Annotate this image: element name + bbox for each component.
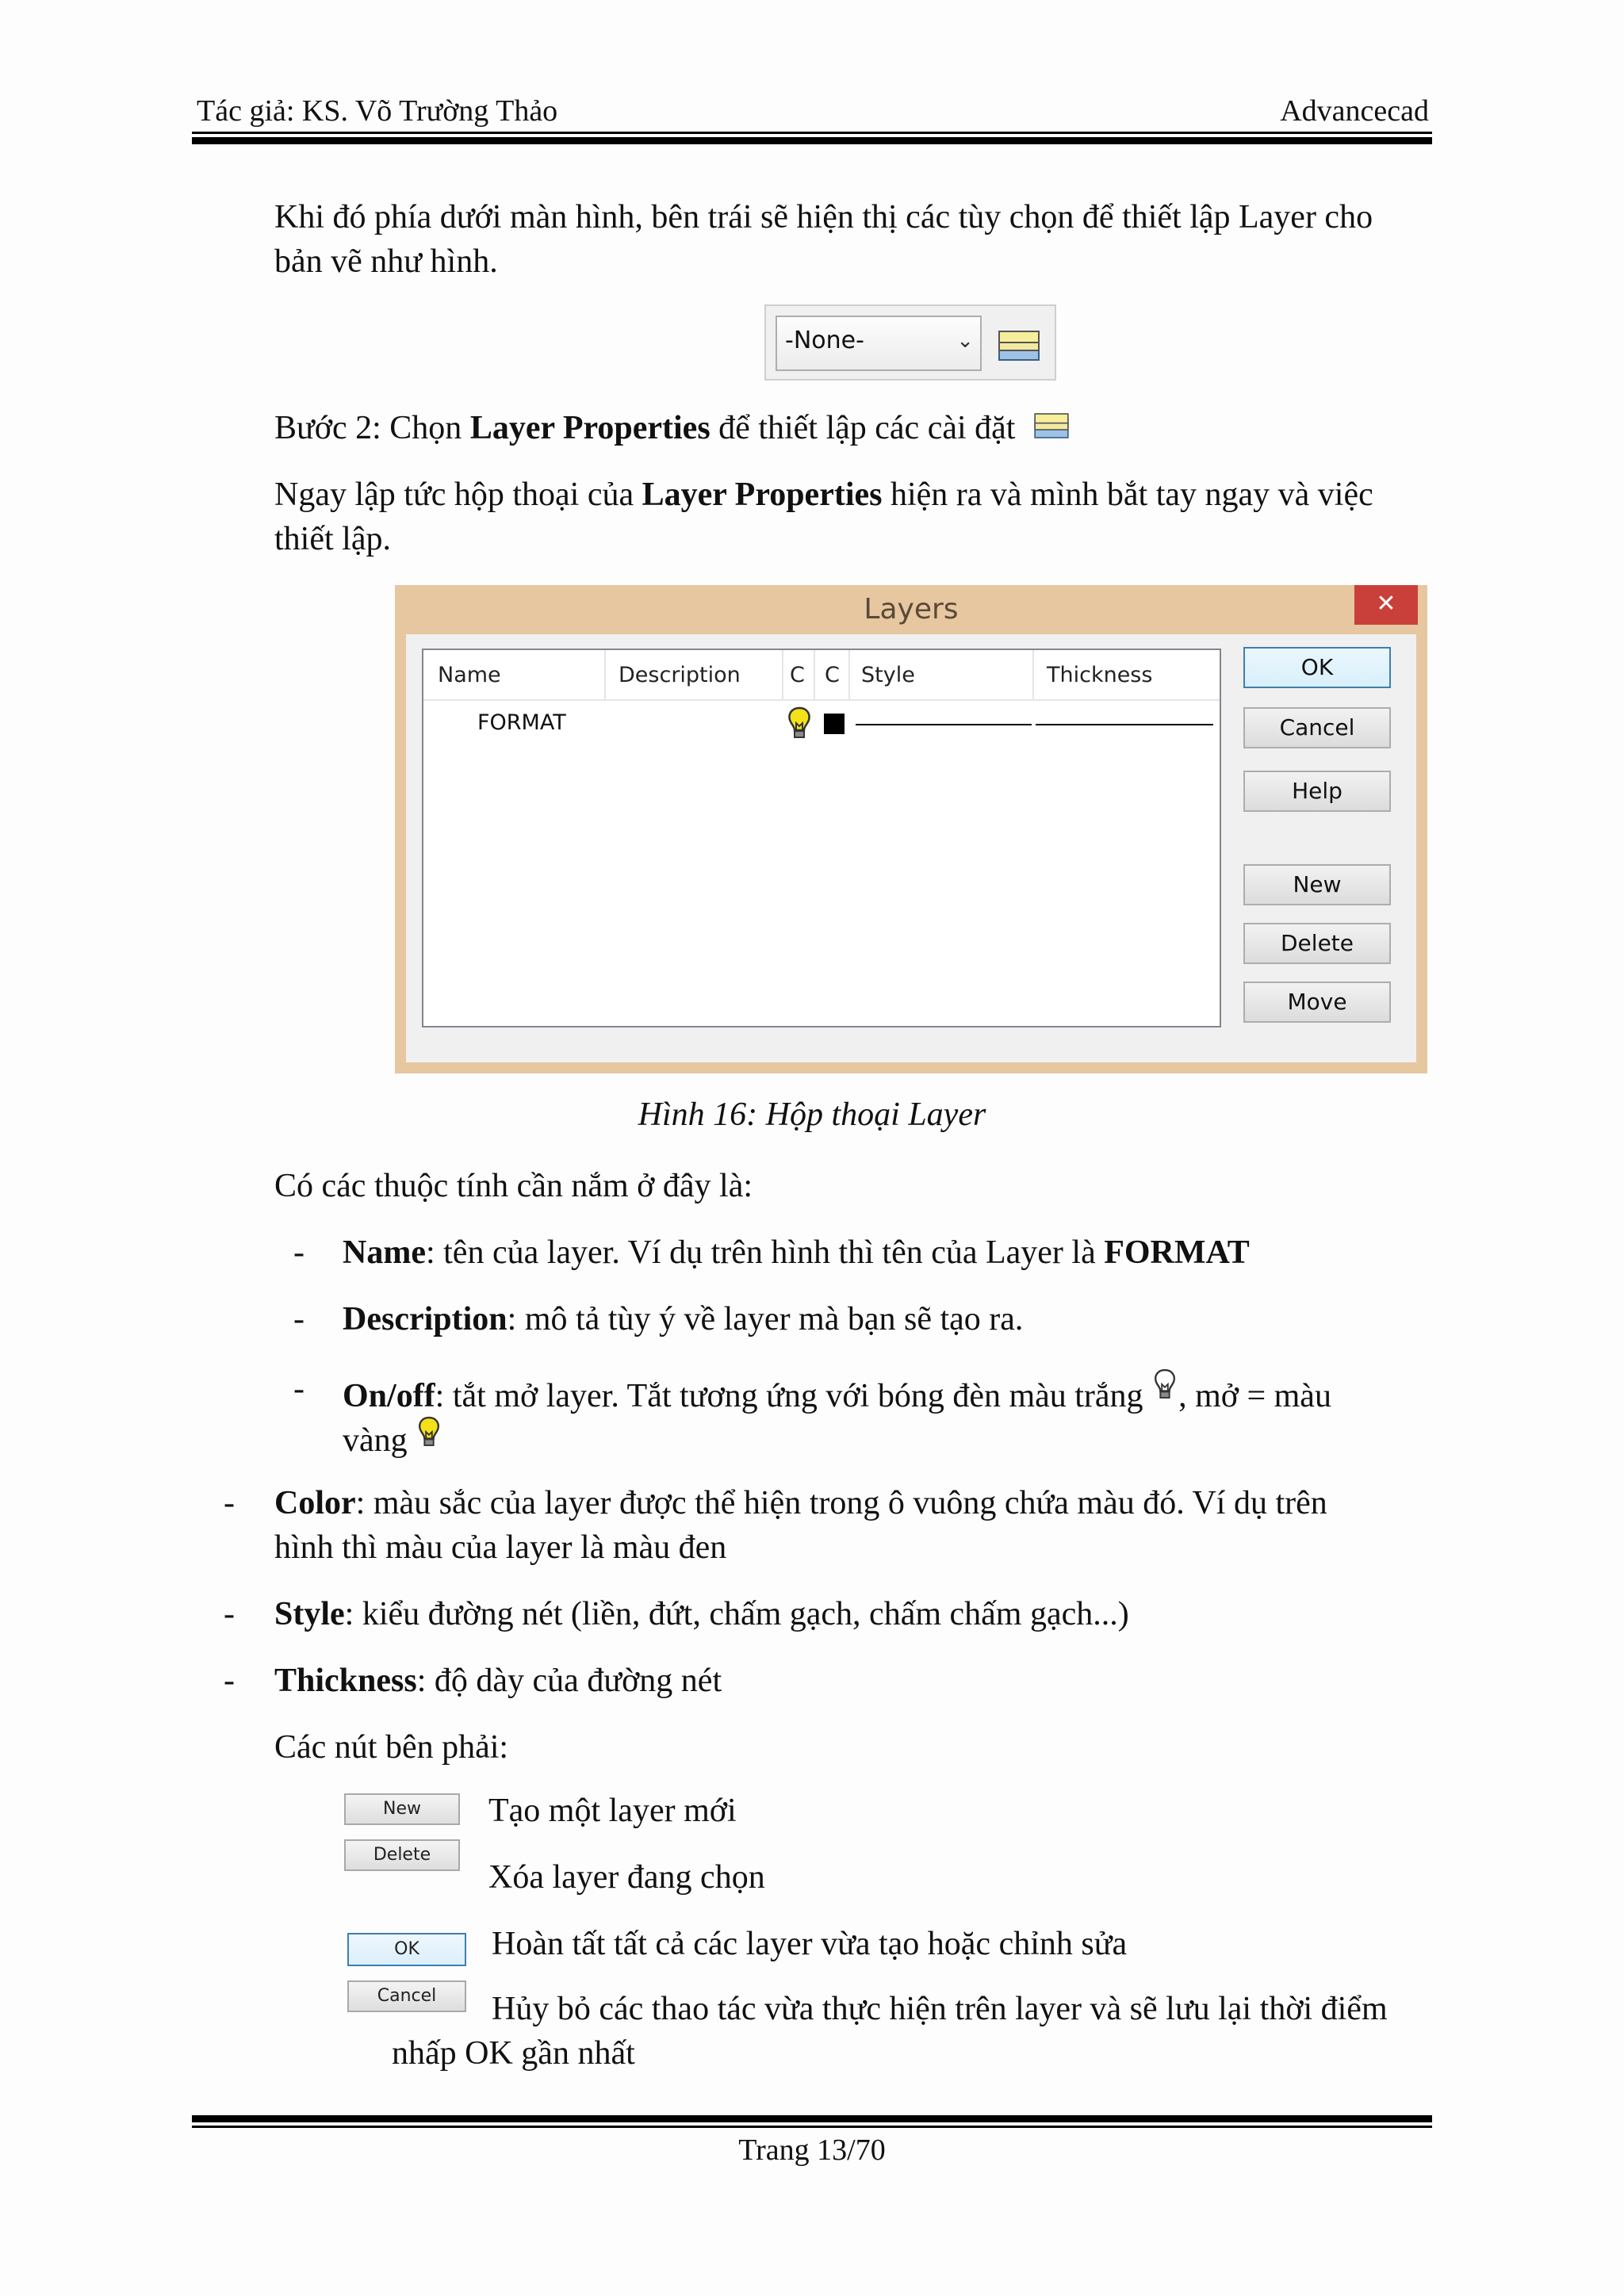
layer-combo-value: -None- [785, 327, 864, 354]
layers-dialog [395, 585, 1427, 1073]
chevron-down-icon: ⌄ [956, 329, 974, 353]
delete-button[interactable]: Delete [1243, 923, 1391, 964]
bullet-dash: - [293, 1234, 304, 1271]
help-button[interactable]: Help [1243, 771, 1391, 812]
layer-combo[interactable] [776, 316, 982, 371]
prop-color: Color: màu sắc của layer được thể hiện trong ô vuông chứa màu đó. Ví dụ trên [274, 1485, 1327, 1521]
figure-caption: Hình 16: Hộp thoại Layer [638, 1096, 986, 1133]
lightbulb-on-icon[interactable] [785, 706, 814, 740]
layer-thickness-line[interactable] [1036, 724, 1213, 725]
bullet-dash: - [224, 1663, 235, 1699]
layer-list[interactable] [422, 649, 1221, 1027]
footer-rule-thin [192, 2126, 1432, 2128]
delete-button-sample: Delete [344, 1839, 460, 1871]
ok-button-sample: OK [347, 1933, 466, 1966]
dialog-body [406, 634, 1416, 1062]
props-intro: Có các thuộc tính cần nắm ở đây là: [274, 1168, 753, 1204]
header-author: Tác giả: KS. Võ Trường Thảo [197, 94, 558, 128]
new-button[interactable]: New [1243, 864, 1391, 905]
footer-rule-thick [192, 2115, 1432, 2122]
dialog-title: Layers [864, 593, 959, 626]
step2-line: Bước 2: Chọn Layer Properties để thiết lập các cài đặt [274, 406, 1073, 450]
close-icon: ✕ [1376, 590, 1396, 618]
para2-line-2: thiết lập. [274, 521, 391, 557]
cancel-button-desc-line-2: nhấp OK gần nhất [392, 2035, 635, 2072]
cancel-button-sample: Cancel [347, 1980, 466, 2012]
column-color[interactable]: C [825, 663, 840, 687]
step2-bold: Layer Properties [469, 410, 710, 446]
cancel-button[interactable]: Cancel [1243, 707, 1391, 748]
column-thickness[interactable]: Thickness [1047, 663, 1153, 687]
delete-button-desc: Xóa layer đang chọn [488, 1859, 765, 1896]
intro-line-2: bản vẽ như hình. [274, 243, 498, 280]
cancel-button-desc: Hủy bỏ các thao tác vừa thực hiện trên layer và sẽ lưu lại thời điểm [492, 1991, 1388, 2027]
lightbulb-on-icon [416, 1414, 442, 1449]
bullet-dash: - [224, 1485, 235, 1521]
prop-onoff-line-2: vàng [343, 1414, 442, 1463]
layer-properties-icon[interactable] [996, 327, 1042, 365]
layer-name: FORMAT [477, 710, 566, 735]
layer-properties-inline-icon [1030, 410, 1073, 442]
page-number: Trang 13/70 [738, 2133, 886, 2167]
bullet-dash: - [293, 1301, 304, 1337]
para2-line-1: Ngay lập tức hộp thoại của Layer Properties hiện ra và mình bắt tay ngay và việc [274, 476, 1373, 513]
close-button[interactable] [1354, 585, 1418, 625]
column-description[interactable]: Description [619, 663, 741, 687]
prop-onoff: On/off: tắt mở layer. Tắt tương ứng với bóng đèn màu trắng , mở = màu [343, 1367, 1331, 1418]
prop-color-line-2: hình thì màu của layer là màu đen [274, 1529, 727, 1566]
layer-toolbar-image [764, 304, 1056, 381]
bullet-dash: - [293, 1371, 304, 1407]
new-button-desc: Tạo một layer mới [488, 1793, 737, 1829]
column-name[interactable]: Name [438, 663, 501, 687]
list-header [423, 650, 1220, 701]
header-brand: Advancecad [1280, 94, 1429, 128]
lightbulb-off-icon [1151, 1367, 1178, 1402]
layer-color-swatch[interactable] [824, 714, 845, 734]
prop-name: Name: tên của layer. Ví dụ trên hình thì tên của Layer là FORMAT [343, 1234, 1250, 1271]
column-style[interactable]: Style [861, 663, 915, 687]
ok-button-desc: Hoàn tất tất cả các layer vừa tạo hoặc chỉnh sửa [492, 1926, 1128, 1962]
layer-style-line[interactable] [856, 724, 1032, 725]
buttons-intro: Các nút bên phải: [274, 1729, 509, 1766]
prop-style: Style: kiểu đường nét (liền, đứt, chấm gạch, chấm chấm gạch...) [274, 1596, 1129, 1632]
prop-description: Description: mô tả tùy ý về layer mà bạn sẽ tạo ra. [343, 1301, 1024, 1337]
header-rule-thin [192, 132, 1432, 134]
intro-line-1: Khi đó phía dưới màn hình, bên trái sẽ hiện thị các tùy chọn để thiết lập Layer cho [274, 199, 1373, 235]
ok-button[interactable]: OK [1243, 647, 1391, 688]
column-on[interactable]: C [790, 663, 805, 687]
header-rule-thick [192, 137, 1432, 144]
bullet-dash: - [224, 1596, 235, 1632]
prop-thickness: Thickness: độ dày của đường nét [274, 1663, 722, 1699]
new-button-sample: New [344, 1793, 460, 1825]
move-button[interactable]: Move [1243, 982, 1391, 1023]
